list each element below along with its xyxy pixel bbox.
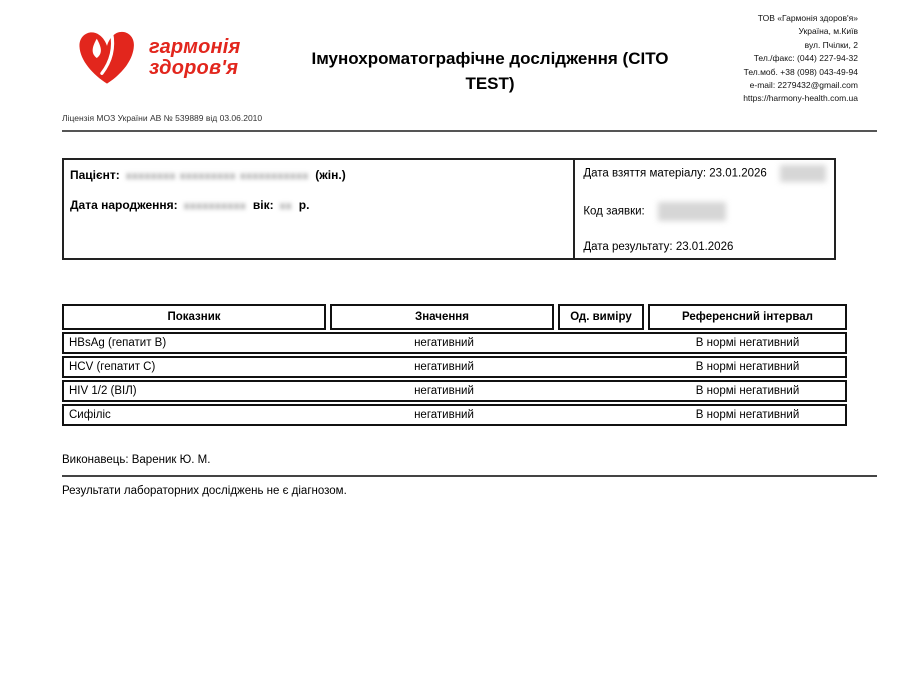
patient-info-box [62,158,836,260]
col-header-indicator: Показник [62,304,326,330]
patient-label: Пацієнт: [70,168,120,182]
row-indicator: HBsAg (гепатит B) [69,337,167,349]
logo-word-2: здоров'я [149,57,239,79]
request-code-redacted [658,202,726,221]
contact-phone-fax: Тел./факс: (044) 227-94-32 [753,53,858,64]
contact-mobile: Тел.моб. +38 (098) 043-49-94 [743,66,858,77]
executor-line: Виконавець: Вареник Ю. М. [62,454,211,466]
row-value: негативний [414,409,474,421]
col-header-reference: Референсний інтервал [648,304,847,330]
row-reference: В нормі негативний [695,409,800,421]
request-code-label: Код заявки: [583,205,645,218]
contact-country-city: Україна, м.Київ [798,26,858,37]
heart-drop-logo-icon [75,26,139,90]
table-row [62,356,847,378]
request-cell [575,160,834,258]
material-date-label: Дата взяття матеріалу: [583,167,707,180]
row-indicator: Сифіліс [69,409,111,421]
row-reference: В нормі негативний [695,337,800,349]
contact-website: https://harmony-health.com.ua [743,93,858,104]
row-value: негативний [414,385,474,397]
footer-divider [62,475,877,477]
birthdate-redacted: xxxxxxxxxx [184,199,247,212]
document-title: Імунохроматографічне дослідження (CITO TEST) [311,49,669,93]
birthdate-line [70,198,567,212]
table-row [62,380,847,402]
patient-cell [64,160,575,258]
license-line: Ліцензія МОЗ України АВ № 539889 від 03.06.2010 [62,113,263,123]
result-date-line [583,241,826,253]
material-date-value: 23.01.2026 [709,167,767,180]
clinic-logo [75,26,241,90]
clinic-contact-block [743,12,858,106]
age-redacted: xx [279,199,293,212]
logo-word-1: гармонія [149,36,241,58]
patient-line [70,168,567,182]
row-reference: В нормі негативний [695,385,800,397]
row-reference: В нормі негативний [695,361,800,373]
row-indicator: HIV 1/2 (ВІЛ) [69,385,137,397]
col-header-value: Значення [330,304,554,330]
results-table-header [62,304,847,330]
row-unit [560,334,646,352]
table-row [62,332,847,354]
material-date-line [583,165,826,182]
results-table [62,304,847,426]
row-unit [560,358,646,376]
table-row [62,404,847,426]
birthdate-label: Дата народження: [70,198,178,212]
contact-street: вул. Пчілки, 2 [804,39,858,50]
age-suffix: р. [298,198,310,212]
age-label: вік: [252,198,274,212]
row-value: негативний [414,337,474,349]
result-date-value: 23.01.2026 [675,241,734,253]
row-indicator: HCV (гепатит C) [69,361,156,373]
row-value: негативний [414,361,474,373]
patient-sex: (жін.) [315,168,346,182]
contact-email: e-mail: 2279432@gmail.com [749,80,858,91]
row-unit [560,382,646,400]
request-code-line [583,202,826,221]
header-divider [62,130,877,132]
contact-company: ТОВ «Гармонія здоров'я» [757,13,858,23]
disclaimer-line: Результати лабораторних досліджень не є діагнозом. [62,485,347,497]
material-time-redacted [780,165,826,182]
col-header-unit: Од. виміру [558,304,644,330]
result-date-label: Дата результату: [583,241,673,253]
clinic-logo-text [149,37,241,79]
row-unit [560,406,646,424]
patient-name-redacted: xxxxxxxx xxxxxxxxx xxxxxxxxxxx [126,169,309,182]
